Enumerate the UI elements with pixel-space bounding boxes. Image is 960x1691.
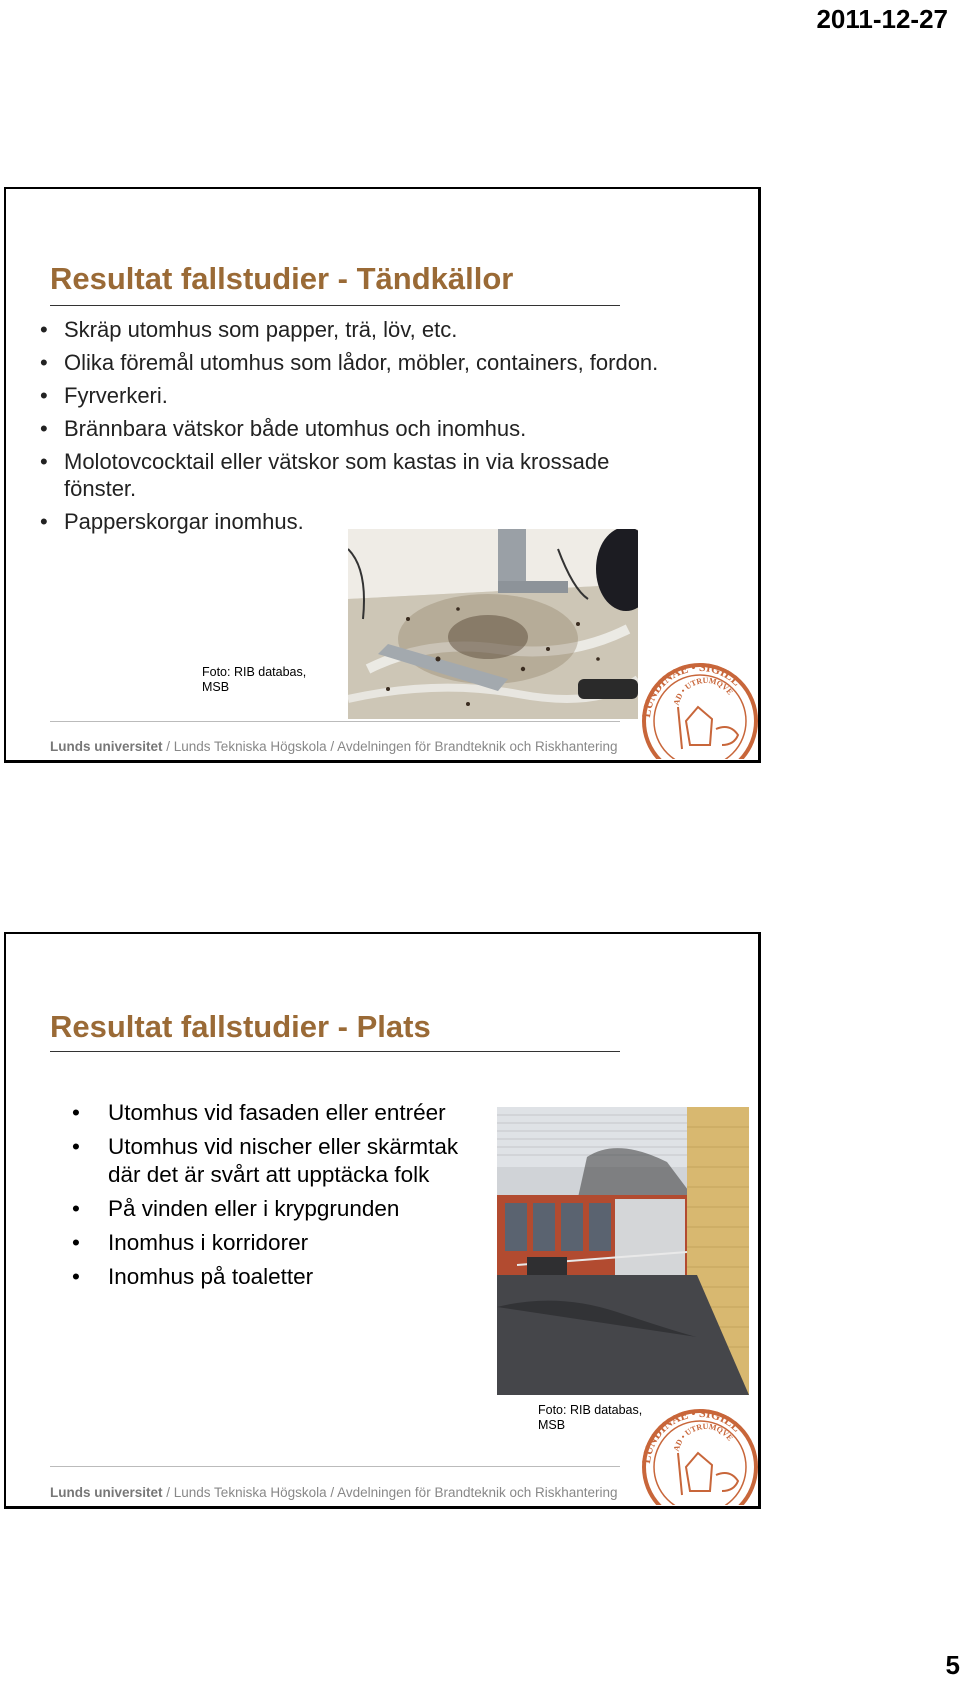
- slide-title: Resultat fallstudier - Tändkällor: [50, 261, 514, 296]
- bullet-icon: •: [72, 1196, 80, 1221]
- title-underline: [50, 305, 620, 306]
- bullet-item: • Molotovcocktail eller vätskor som kastas in via krossade fönster.: [40, 449, 610, 501]
- bullet-icon: •: [40, 350, 48, 375]
- slide-title: Resultat fallstudier - Plats: [50, 1009, 431, 1044]
- title-underline: [50, 1051, 620, 1052]
- bullet-icon: •: [40, 416, 48, 441]
- bullet-item: • Papperskorgar inomhus.: [40, 509, 304, 534]
- bullet-icon: •: [40, 509, 48, 534]
- bullet-icon: •: [72, 1264, 80, 1289]
- slide-plats: [4, 932, 761, 1509]
- slide-footer: Lunds universitet / Lunds Tekniska Högskola / Avdelningen för Brandteknik och Riskhantering: [50, 739, 618, 754]
- bullet-icon: •: [40, 383, 48, 408]
- bullet-icon: •: [40, 317, 48, 342]
- bullet-list: [40, 316, 660, 541]
- bullet-item: • På vinden eller i krypgrunden: [72, 1196, 400, 1221]
- burnt-carpet-photo: [348, 529, 638, 719]
- photo-caption: Foto: RIB databas, MSB: [538, 1403, 643, 1432]
- bullet-item: • Inomhus i korridorer: [72, 1230, 309, 1255]
- bullet-icon: •: [72, 1230, 80, 1255]
- seal-motto-text: AD • UTRUMQVE: [671, 675, 735, 707]
- footer-rule: [50, 1466, 620, 1467]
- bullet-item: • Inomhus på toaletter: [72, 1264, 314, 1289]
- bullet-icon: •: [72, 1100, 80, 1125]
- bullet-list: [72, 1099, 492, 1297]
- bullet-item: • Olika föremål utomhus som lådor, möbler, containers, fordon.: [40, 350, 659, 375]
- bullet-item: • Utomhus vid fasaden eller entréer: [72, 1100, 446, 1125]
- seal-outer-text: LUNDINAE • SIGILL: [639, 1405, 744, 1465]
- document-date: 2011-12-27: [816, 4, 948, 34]
- page-number: 5: [945, 1650, 960, 1680]
- bullet-item: • Skräp utomhus som papper, trä, löv, etc.: [40, 317, 458, 342]
- lund-university-seal-icon: [638, 1395, 758, 1505]
- bullet-icon: •: [40, 449, 48, 474]
- bullet-item: • Brännbara vätskor både utomhus och inomhus.: [40, 416, 527, 441]
- seal-outer-text: LUNDINAE • SIGILL: [639, 659, 744, 719]
- lund-university-seal-icon: [638, 649, 758, 759]
- seal-motto-text: AD • UTRUMQVE: [671, 1421, 735, 1453]
- photo-caption: Foto: RIB databas, MSB: [202, 665, 307, 694]
- footer-rule: [50, 721, 620, 722]
- bullet-icon: •: [72, 1134, 80, 1159]
- bullet-item: • Utomhus vid nischer eller skärmtak där det är svårt att upptäcka folk: [72, 1134, 459, 1187]
- burnt-facade-photo: [497, 1107, 749, 1395]
- slide-tandkallor: [4, 187, 761, 763]
- bullet-item: • Fyrverkeri.: [40, 383, 168, 408]
- slide-footer: Lunds universitet / Lunds Tekniska Högskola / Avdelningen för Brandteknik och Riskhantering: [50, 1485, 618, 1500]
